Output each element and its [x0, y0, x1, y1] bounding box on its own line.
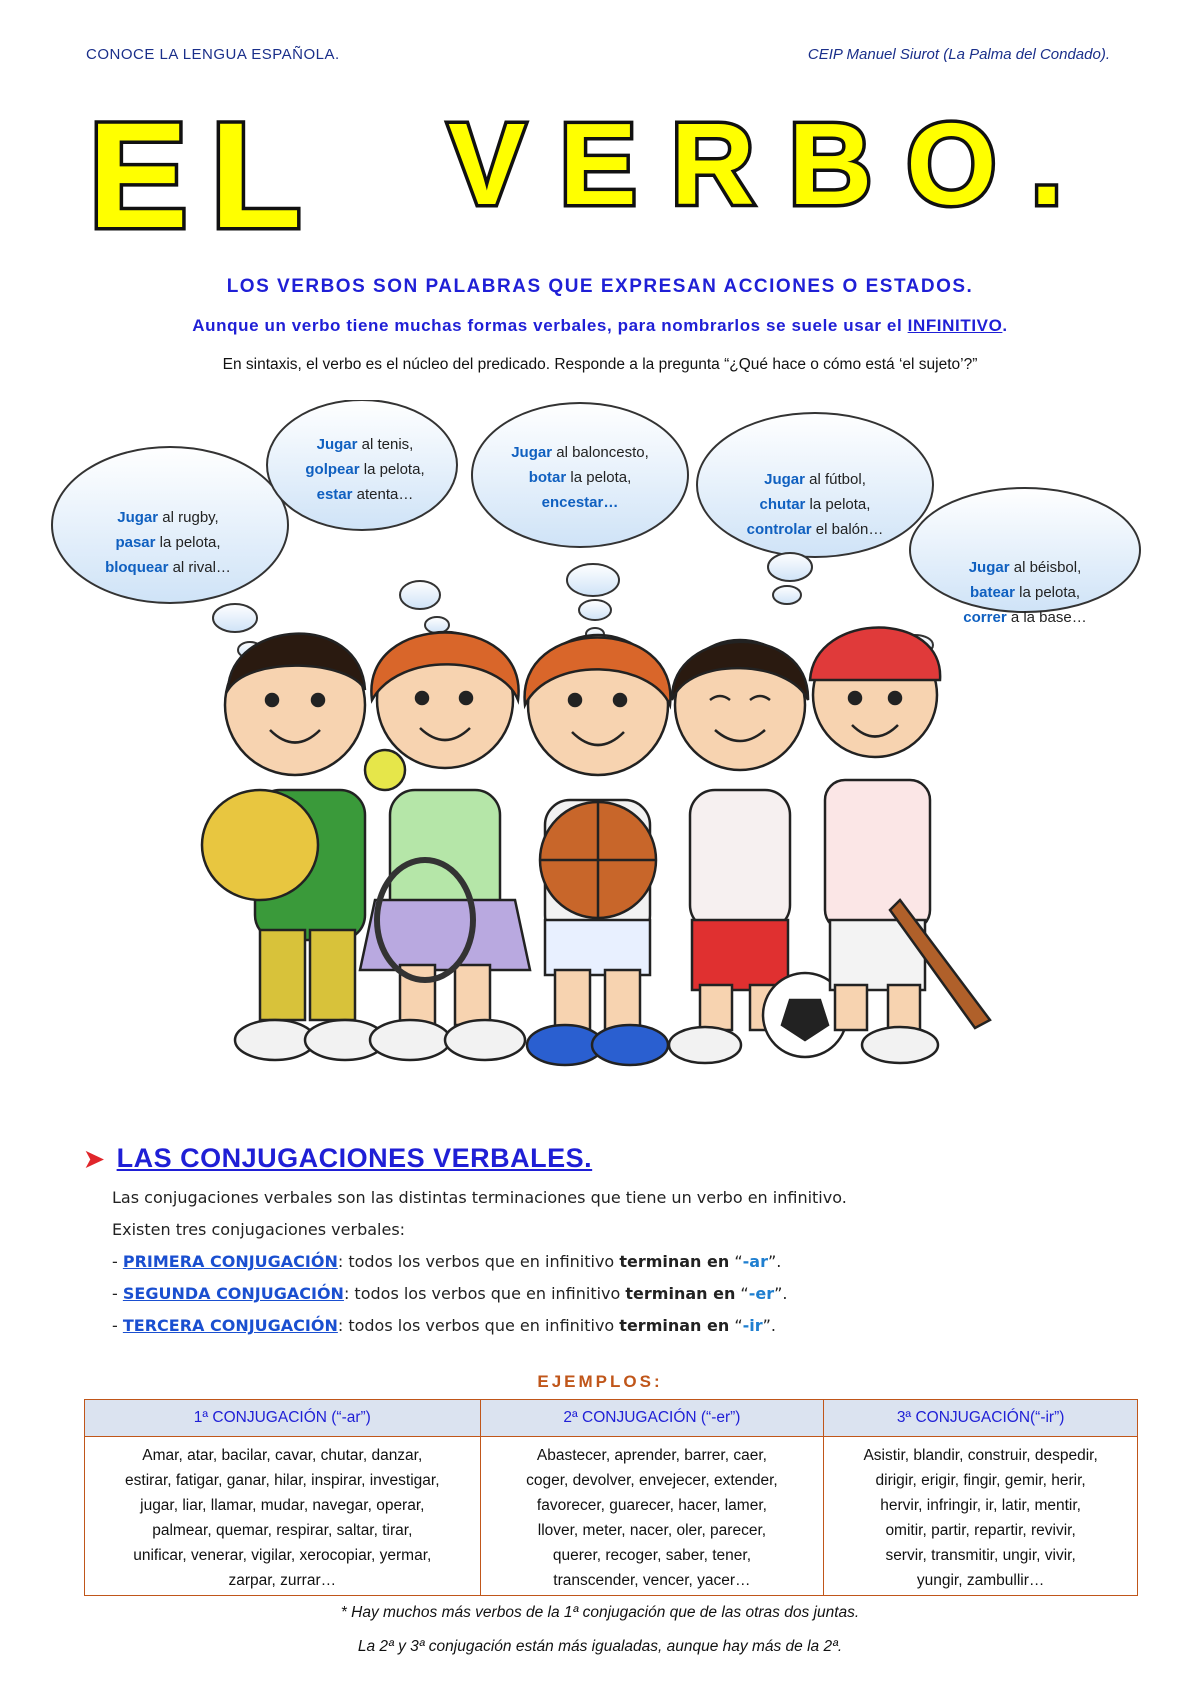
- footnote-line-2: La 2ª y 3ª conjugación están más igualadas, aunque hay más de la 2ª.: [357, 1638, 843, 1655]
- bubble-baloncesto: Jugar al baloncesto, botar la pelota, encestar…: [511, 444, 649, 511]
- footnote-line-1: * Hay muchos más verbos de la 1ª conjugación que de las otras dos juntas.: [340, 1604, 860, 1621]
- arrow-bullet-icon: ➤: [84, 1146, 105, 1173]
- conjugacion-item-primera: - PRIMERA CONJUGACIÓN: todos los verbos que en infinitivo terminan en “-ar”.: [112, 1252, 782, 1271]
- intro-syntax: En sintaxis, el verbo es el núcleo del predicado. Responde a la pregunta “¿Qué hace o cómo está ‘el sujeto’?”: [222, 356, 978, 373]
- conjugacion-item-segunda: - SEGUNDA CONJUGACIÓN: todos los verbos que en infinitivo terminan en “-er”.: [112, 1284, 788, 1303]
- conjugaciones-count: Existen tres conjugaciones verbales:: [112, 1220, 406, 1239]
- kid-tenis: [360, 632, 530, 1060]
- ejemplos-title: EJEMPLOS:: [537, 1372, 663, 1391]
- examples-er-cell: Abastecer, aprender, barrer, caer, coger, devolver, envejecer, extender, favorecer, guarecer, hacer, lamer, llover, meter, nacer, oler, parecer, querer, recoger, saber, tener, transcender, vencer, yacer…: [480, 1437, 824, 1596]
- primera-conjugacion-link[interactable]: PRIMERA CONJUGACIÓN: [122, 1252, 338, 1271]
- kid-rugby: [202, 634, 385, 1060]
- title-part-el: EL: [88, 92, 324, 252]
- bubble-futbol: Jugar al fútbol, chutar la pelota, controlar el balón…: [746, 471, 884, 538]
- children-sports-illustration: [200, 600, 1000, 1080]
- table-header-row: [85, 1400, 1138, 1437]
- header-right: CEIP Manuel Siurot (La Palma del Condado).: [807, 46, 1110, 63]
- bubble-beisbol: Jugar al béisbol, batear la pelota, correr a la base…: [963, 559, 1087, 626]
- bubble-tenis: Jugar al tenis, golpear la pelota, estar atenta…: [305, 436, 425, 503]
- conjugaciones-heading: ➤ LAS CONJUGACIONES VERBALES.: [84, 1143, 593, 1173]
- bubble-rugby: Jugar al rugby, pasar la pelota, bloquear al rival…: [105, 509, 231, 576]
- conjugaciones-definition: Las conjugaciones verbales son las distintas terminaciones que tiene un verbo en infinitivo.: [112, 1188, 847, 1207]
- ejemplos-table: [84, 1399, 1138, 1596]
- segunda-conjugacion-link[interactable]: SEGUNDA CONJUGACIÓN: [122, 1284, 344, 1303]
- intro-definition: LOS VERBOS SON PALABRAS QUE EXPRESAN ACCIONES O ESTADOS.: [226, 276, 974, 297]
- examples-ar-cell: Amar, atar, bacilar, cavar, chutar, danzar, estirar, fatigar, ganar, hilar, inspirar, investigar, jugar, liar, llamar, mudar, navegar, operar, palmear, quemar, respirar, saltar, tirar, unificar, venerar, vigilar, xerocopiar, yermar, zarpar, zurrar…: [85, 1437, 481, 1596]
- header-left: CONOCE LA LENGUA ESPAÑOLA.: [86, 46, 340, 63]
- intro-infinitive: Aunque un verbo tiene muchas formas verbales, para nombrarlos se suele usar el INFINITIVO.: [192, 316, 1008, 335]
- tercera-conjugacion-link[interactable]: TERCERA CONJUGACIÓN: [122, 1316, 338, 1335]
- table-row: [85, 1437, 1138, 1596]
- kid-baloncesto: [525, 635, 671, 1065]
- infinitivo-keyword: INFINITIVO: [907, 316, 1003, 335]
- page-title: [80, 92, 1140, 252]
- column-header-tercera: 3ª CONJUGACIÓN(“-ir”): [824, 1400, 1138, 1437]
- column-header-primera: 1ª CONJUGACIÓN (“-ar”): [85, 1400, 481, 1437]
- title-part-verbo: VERBO.: [448, 99, 1097, 229]
- examples-ir-cell: Asistir, blandir, construir, despedir, dirigir, erigir, fingir, gemir, herir, hervir, infringir, ir, latir, mentir, omitir, partir, repartir, revivir, servir, transmitir, ungir, vivir, yungir, zambullir…: [824, 1437, 1138, 1596]
- column-header-segunda: 2ª CONJUGACIÓN (“-er”): [480, 1400, 824, 1437]
- conjugacion-item-tercera: - TERCERA CONJUGACIÓN: todos los verbos que en infinitivo terminan en “-ir”.: [112, 1316, 776, 1335]
- kid-beisbol: [810, 628, 990, 1064]
